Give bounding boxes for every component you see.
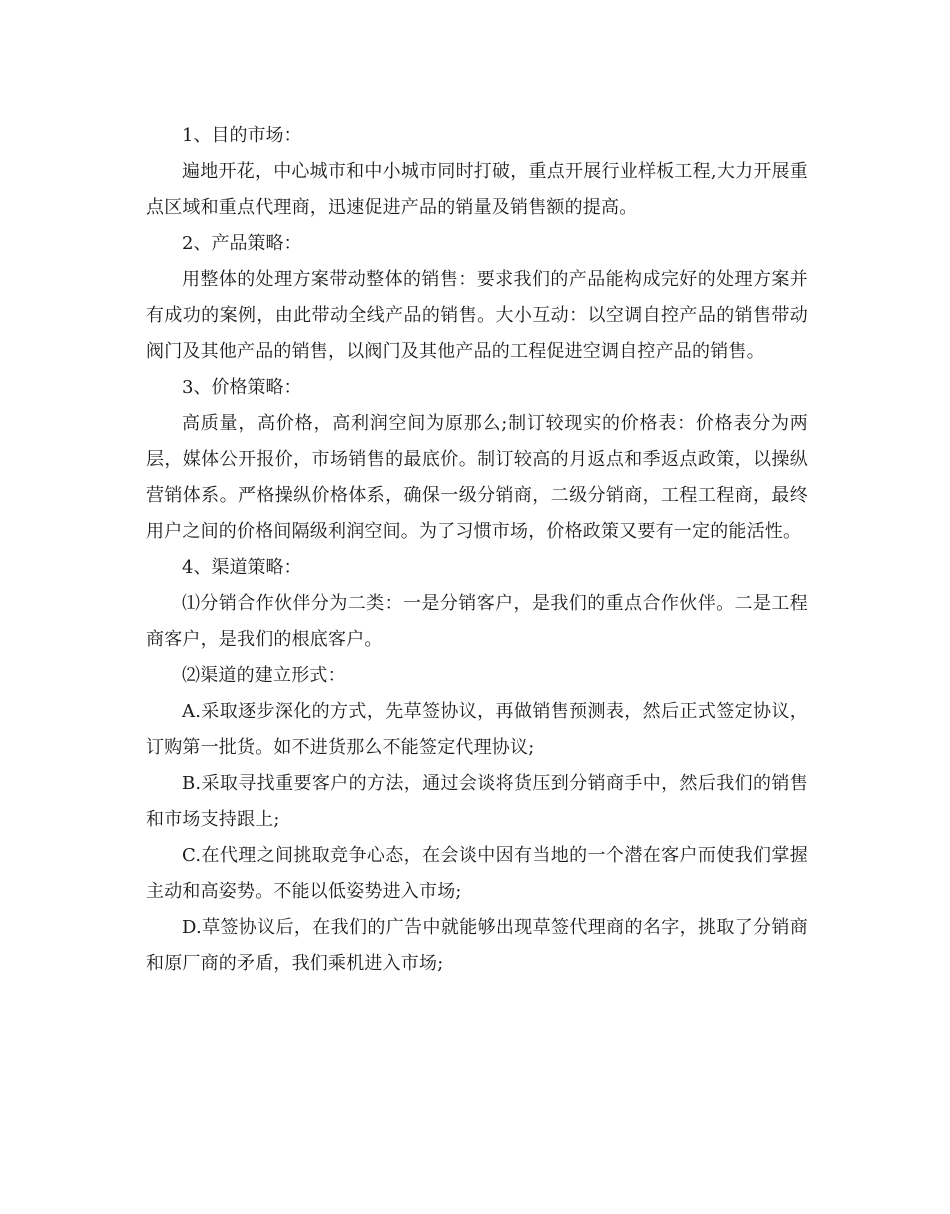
- paragraph-price-strategy: 高质量，高价格，高利润空间为原那么;制订较现实的价格表：价格表分为两层，媒体公开报价，市场销售的最底价。制订较高的月返点和季返点政策，以操纵营销体系。严格操纵价格体系，确保一级分销商，二级分销商，工程工程商，最终用户之间的价格间隔级利润空间。为了习惯市场，价格政策又要有一定的能活性。: [146, 413, 808, 542]
- heading-price-strategy: 3、价格策略：: [182, 377, 302, 398]
- heading-channel-strategy: 4、渠道策略：: [182, 557, 302, 578]
- paragraph-item-c: C.在代理之间挑取竞争心态，在会谈中因有当地的一个潜在客户而使我们掌握主动和高姿势。不能以低姿势进入市场;: [146, 845, 808, 902]
- paragraph-target-market: 遍地开花，中心城市和中小城市同时打破，重点开展行业样板工程,大力开展重点区域和重点代理商，迅速促进产品的销量及销售额的提高。: [146, 161, 808, 218]
- heading-product-strategy: 2、产品策略：: [182, 233, 302, 254]
- heading-target-market: 1、目的市场：: [182, 125, 302, 146]
- paragraph-item-d: D.草签协议后，在我们的广告中就能够出现草签代理商的名字，挑取了分销商和原厂商的矛盾，我们乘机进入市场;: [146, 917, 808, 974]
- paragraph-channel-partners: ⑴分销合作伙伴分为二类：一是分销客户，是我们的重点合作伙伴。二是工程商客户，是我们的根底客户。: [146, 593, 808, 650]
- paragraph-item-a: A.采取逐步深化的方式，先草签协议，再做销售预测表，然后正式签定协议，订购第一批货。如不进货那么不能签定代理协议;: [146, 701, 808, 758]
- paragraph-channel-forms: ⑵渠道的建立形式：: [182, 665, 346, 686]
- paragraph-product-strategy: 用整体的处理方案带动整体的销售：要求我们的产品能构成完好的处理方案并有成功的案例，由此带动全线产品的销售。大小互动：以空调自控产品的销售带动阀门及其他产品的销售，以阀门及其他产品的工程促进空调自控产品的销售。: [146, 269, 808, 362]
- paragraph-item-b: B.采取寻找重要客户的方法，通过会谈将货压到分销商手中，然后我们的销售和市场支持跟上;: [146, 773, 808, 830]
- document-page: [146, 118, 808, 982]
